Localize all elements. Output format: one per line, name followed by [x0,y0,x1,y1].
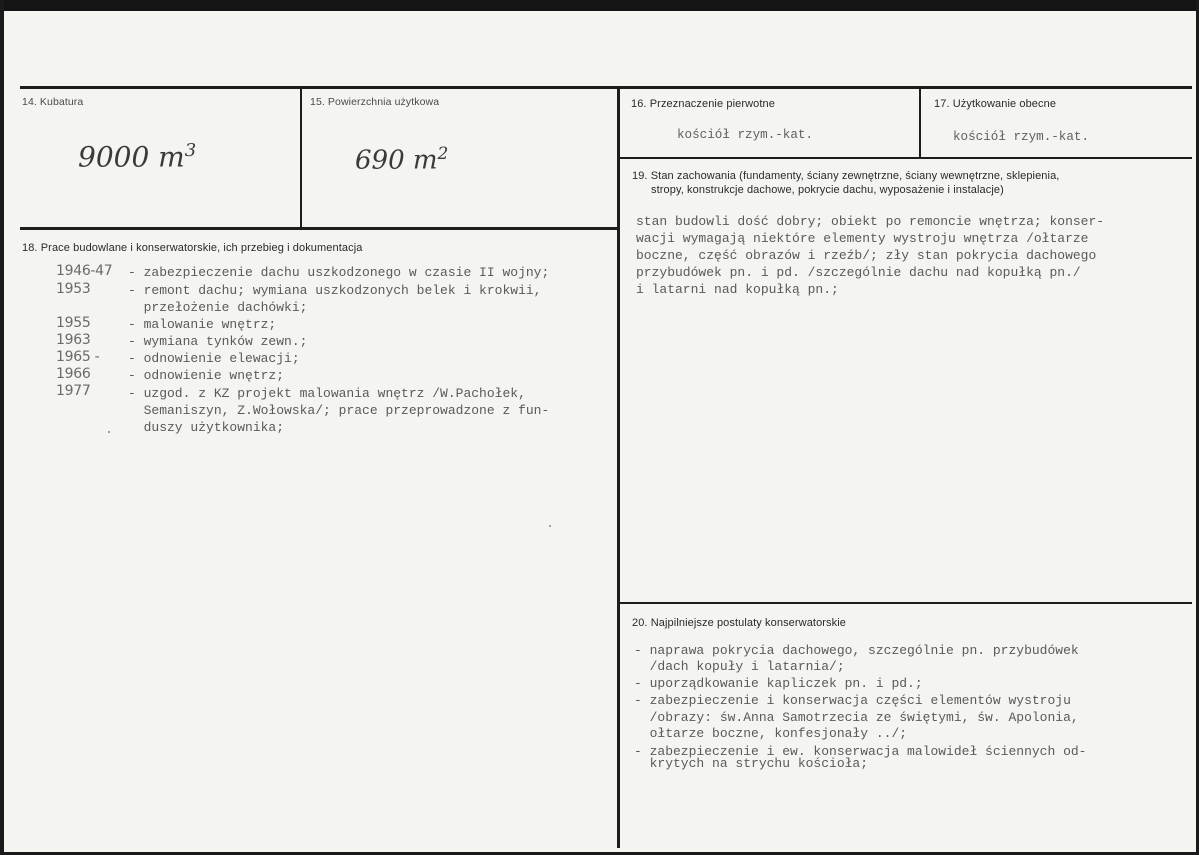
powierzchnia-number: 690 m [355,145,438,176]
postulaty-line: /obrazy: św.Anna Samotrzecia ze świętymi, św. Apolonia, [634,710,1079,725]
uzytkowanie-value: kościół rzym.-kat. [953,130,1090,144]
entry-text: Semaniszyn, Z.Wołowska/; prace przeprowadzone z fun- [128,403,550,418]
ink-speck [108,431,110,433]
stan-label-line1: 19. Stan zachowania (fundamenty, ściany zewnętrzne, ściany wewnętrzne, sklepienia, [632,170,1060,182]
entry-text: - odnowienie elewacji; [128,351,300,366]
entry-year: 1966 [56,366,91,382]
rule-v-14-15 [300,86,302,229]
rule-top [20,86,1192,89]
powierzchnia-value [355,144,448,176]
postulaty-label: 20. Najpilniejsze postulaty konserwatorskie [632,617,847,629]
rule-h-19-20 [618,602,1192,604]
postulaty-line: /dach kopuły i latarnia/; [634,659,845,674]
entry-year: 1965 - [56,349,100,365]
entry-year: 1955 [56,315,91,331]
entry-text: przełożenie dachówki; [128,300,308,315]
przeznaczenie-value: kościół rzym.-kat. [677,128,814,142]
kubatura-number: 9000 m [78,140,185,174]
powierzchnia-exponent: 2 [437,144,449,164]
stan-text-line: przybudówek pn. i pd. /szczególnie dachu nad kopułką pn./ [636,265,1081,280]
entry-text: duszy użytkownika; [128,420,285,435]
entry-text: - zabezpieczenie dachu uszkodzonego w czasie II wojny; [128,265,550,280]
rule-h-16-19 [618,157,1192,159]
stan-text-line: boczne, część obrazów i rzeźb/; zły stan pokrycia dachowego [636,248,1097,263]
entry-year: 1963 [56,332,91,348]
kubatura-label: 14. Kubatura [22,96,84,108]
postulaty-line: - uporządkowanie kapliczek pn. i pd.; [634,676,923,691]
postulaty-line: ołtarze boczne, konfesjonały ../; [634,726,908,741]
rule-h-14-18 [20,227,618,230]
stan-text-line: wacji wymagają niektóre elementy wystroju wnętrza /ołtarze [636,231,1089,246]
rule-v-center [617,86,620,848]
uzytkowanie-label: 17. Użytkowanie obecne [934,98,1057,110]
powierzchnia-label: 15. Powierzchnia użytkowa [310,96,440,108]
entry-text: - uzgod. z KZ projekt malowania wnętrz /W.Pachołek, [128,386,526,401]
scan-edge-top [0,0,1199,11]
entry-year: 1977 [56,383,91,399]
entry-text: - malowanie wnętrz; [128,317,277,332]
scan-edge-left [0,0,4,855]
postulaty-line: - zabezpieczenie i ew. konserwacja malowideł ściennych od- [634,744,1087,759]
prace-label: 18. Prace budowlane i konserwatorskie, ich przebieg i dokumentacja [22,242,363,254]
postulaty-line: - zabezpieczenie i konserwacja części elementów wystroju [634,693,1071,708]
stan-label-line2: stropy, konstrukcje dachowe, pokrycie dachu, wyposażenie i instalacje) [651,184,1004,196]
entry-year: 1953 [56,281,91,297]
ink-speck [549,525,551,527]
stan-text-line: stan budowli dość dobry; obiekt po remoncie wnętrza; konser- [636,214,1105,229]
stan-text-line: i latarni nad kopułką pn.; [636,282,839,297]
entry-year: 1946-47 [56,263,113,279]
kubatura-exponent: 3 [184,140,197,161]
przeznaczenie-label: 16. Przeznaczenie pierwotne [631,98,775,110]
kubatura-value [78,140,196,173]
entry-text: - remont dachu; wymiana uszkodzonych belek i krokwii, [128,283,542,298]
rule-v-16-17 [919,86,921,159]
postulaty-line: - naprawa pokrycia dachowego, szczególnie pn. przybudówek [634,643,1079,658]
entry-text: - odnowienie wnętrz; [128,368,285,383]
entry-text: - wymiana tynków zewn.; [128,334,308,349]
postulaty-line: krytych na strychu kościoła; [634,756,869,771]
